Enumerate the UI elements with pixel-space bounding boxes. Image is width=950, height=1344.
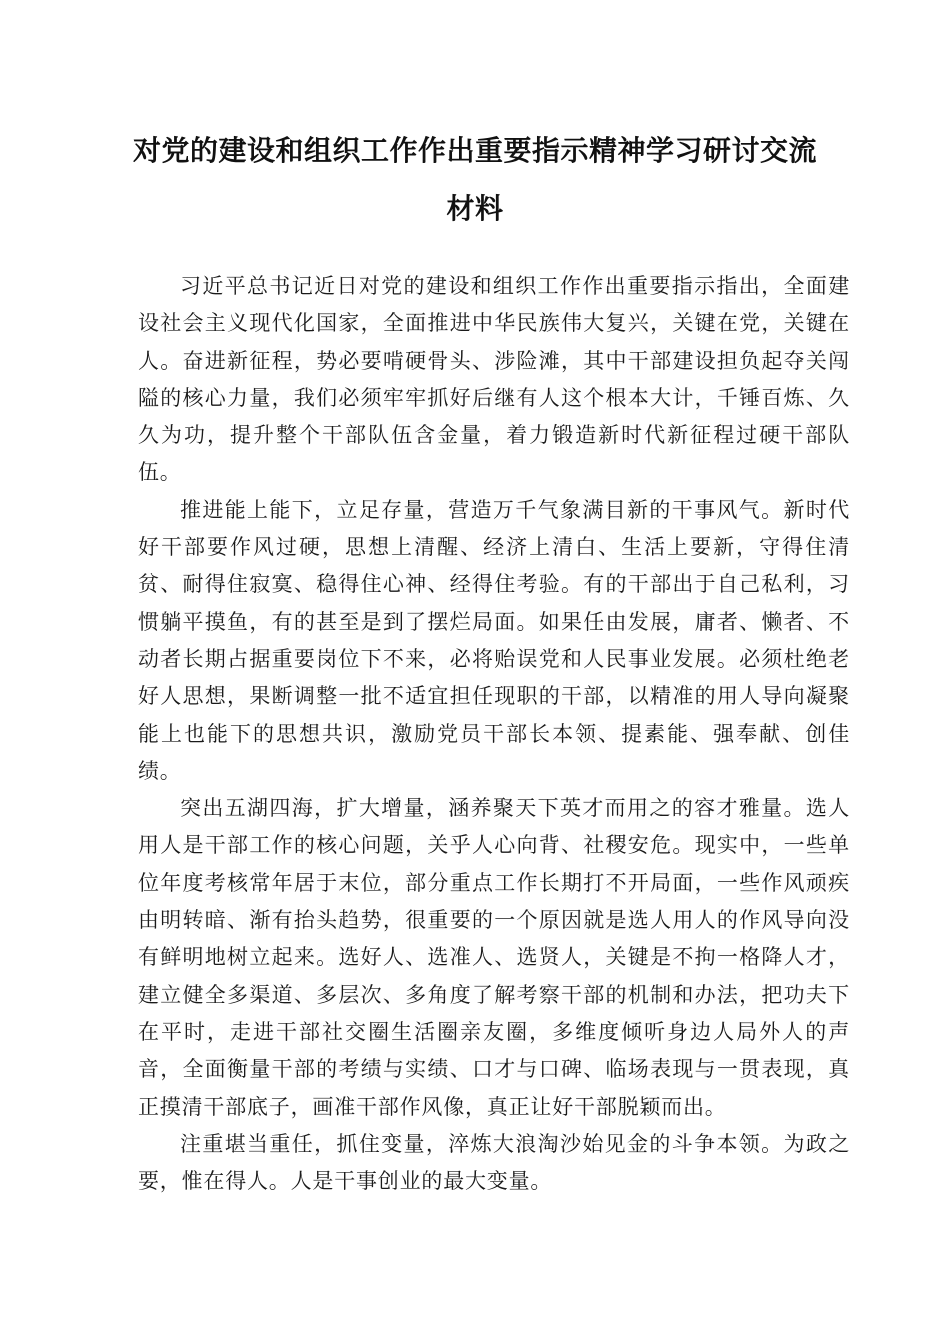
paragraph: 突出五湖四海，扩大增量，涵养聚天下英才而用之的容才雅量。选人用人是干部工作的核心问题，关乎人心向背、社稷安危。现实中，一些单位年度考核常年居于末位，部分重点工作长期打不开局面，一些作风顽疾由明转暗、渐有抬头趋势，很重要的一个原因就是选人用人的作风导向没有鲜明地树立起来。选好人、选准人、选贤人，关键是不拘一格降人才，建立健全多渠道、多层次、多角度了解考察干部的机制和办法，把功夫下在平时，走进干部社交圈生活圈亲友圈，多维度倾听身边人局外人的声音，全面衡量干部的考绩与实绩、口才与口碑、临场表现与一贯表现，真正摸清干部底子，画准干部作风像，真正让好干部脱颖而出。 (138, 796, 850, 1119)
document-body (138, 268, 850, 1200)
paragraph: 推进能上能下，立足存量，营造万千气象满目新的干事风气。新时代好干部要作风过硬，思想上清醒、经济上清白、生活上要新，守得住清贫、耐得住寂寞、稳得住心神、经得住考验。有的干部出于自己私利，习惯躺平摸鱼，有的甚至是到了摆烂局面。如果任由发展，庸者、懒者、不动者长期占据重要岗位下不来，必将贻误党和人民事业发展。必须杜绝老好人思想，果断调整一批不适宜担任现职的干部，以精准的用人导向凝聚能上也能下的思想共识，激励党员干部长本领、提素能、强奉献、创佳绩。 (138, 497, 850, 783)
document-title: 对党的建设和组织工作作出重要指示精神学习研讨交流材料 (132, 134, 817, 225)
paragraph: 习近平总书记近日对党的建设和组织工作作出重要指示指出，全面建设社会主义现代化国家，全面推进中华民族伟大复兴，关键在党，关键在人。奋进新征程，势必要啃硬骨头、涉险滩，其中干部建设担负起夺关闯隘的核心力量，我们必须牢牢抓好后继有人这个根本大计，千锤百炼、久久为功，提升整个干部队伍含金量，着力锻造新时代新征程过硬干部队伍。 (138, 274, 850, 485)
paragraph: 注重堪当重任，抓住变量，淬炼大浪淘沙始见金的斗争本领。为政之要，惟在得人。人是干事创业的最大变量。 (138, 1131, 850, 1194)
